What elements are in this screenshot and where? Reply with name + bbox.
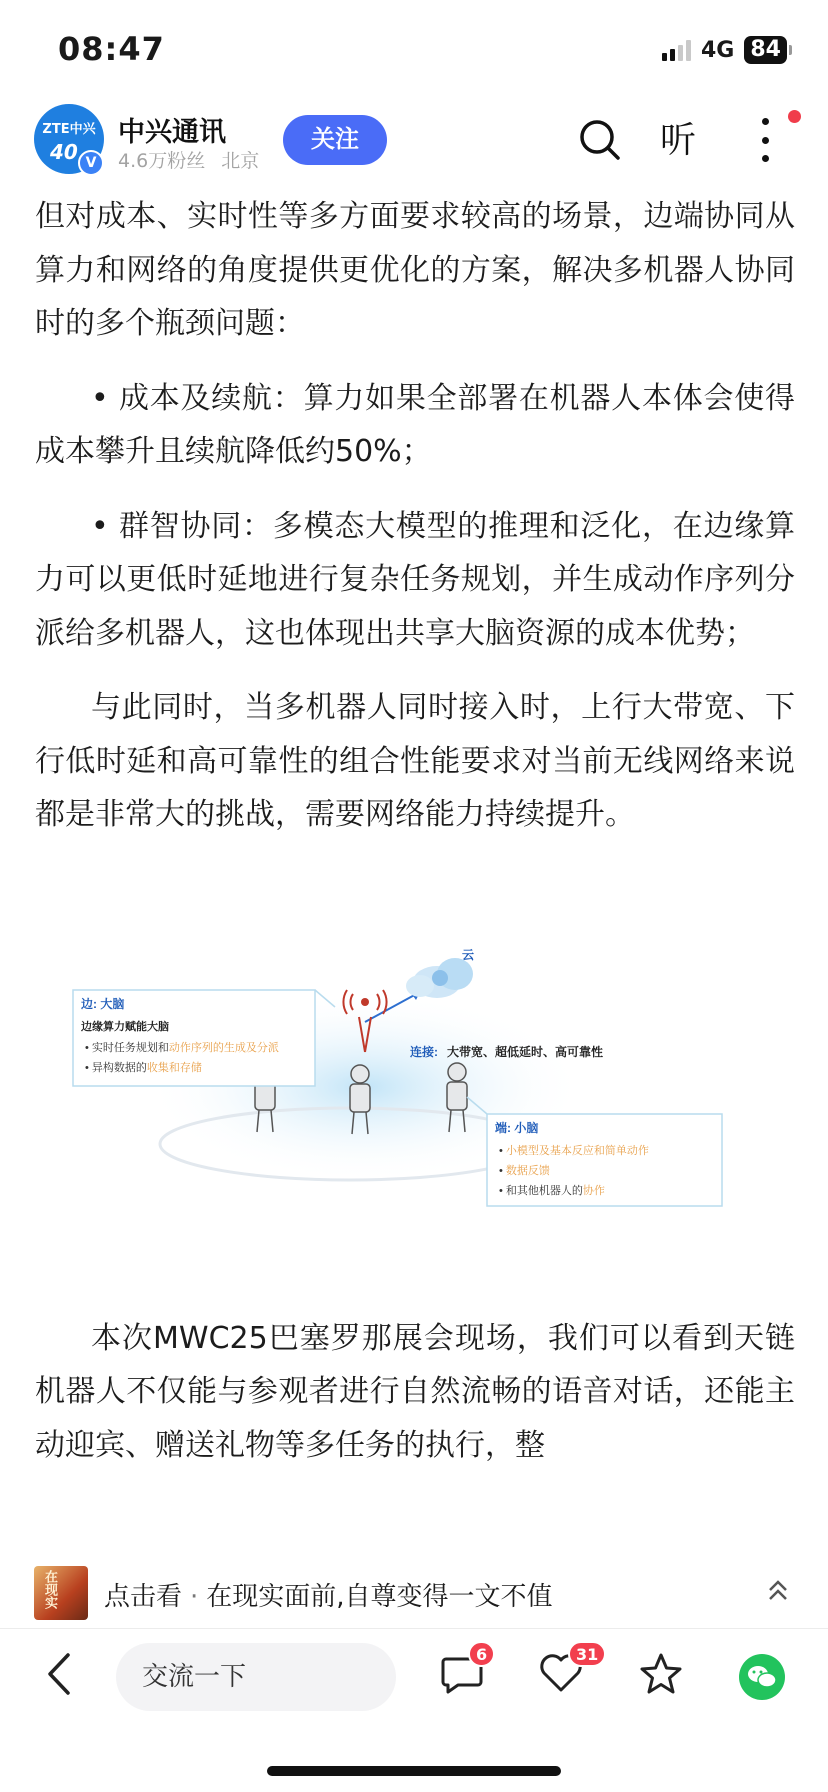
search-icon[interactable] [578, 118, 622, 162]
comment-input[interactable]: 交流一下 [116, 1643, 396, 1711]
listen-button[interactable]: 听 [660, 120, 697, 161]
thumbnail-text: 在现实 [42, 1570, 57, 1609]
more-options-icon[interactable] [755, 118, 775, 162]
recommendation-prefix: 点击看 [104, 1582, 183, 1612]
end-item-text: 和其他机器人的 [505, 1184, 583, 1197]
battery-level: 84 [744, 36, 787, 64]
article-bullet: • 群智协同：多模态大模型的推理和泛化，在边缘算力可以更低时延地进行复杂任务规划，并生成动作序列分派给多机器人，这也体现出共享大脑资源的成本优势； [35, 508, 795, 651]
svg-text:• 异构数据的收集和存储: • 异构数据的收集和存储 [85, 1061, 202, 1074]
status-time: 08:47 [58, 30, 165, 68]
link-text: 大带宽、超低延时、高可靠性 [447, 1044, 604, 1059]
home-indicator[interactable] [267, 1766, 561, 1776]
recommendation-title: 在现实面前,自尊变得一文不值 [206, 1582, 553, 1612]
author-meta [118, 146, 259, 173]
comment-button[interactable] [440, 1645, 490, 1701]
recommendation-thumbnail[interactable] [34, 1566, 88, 1620]
follow-button[interactable]: 关注 [283, 115, 387, 165]
recommendation-separator: · [190, 1582, 199, 1612]
svg-text:• 小模型及基本反应和简单动作: • 小模型及基本反应和简单动作 [499, 1144, 649, 1157]
avatar-anniversary: 40 [50, 140, 78, 164]
article-paragraph: 本次MWC25巴塞罗那展会现场，我们可以看到天链机器人不仅能与参观者进行自然流畅的语音对话，还能主动迎宾、赠送礼物等多任务的执行，整 [35, 1320, 795, 1463]
favorite-button[interactable] [638, 1651, 688, 1701]
edge-item-text: 实时任务规划和 [91, 1041, 169, 1054]
like-button[interactable] [538, 1645, 599, 1701]
cloud-label: 云 [462, 947, 475, 962]
end-item-highlight: 数据反馈 [505, 1164, 550, 1177]
svg-text:• 和其他机器人的协作: • 和其他机器人的协作 [499, 1184, 605, 1197]
follower-count: 4.6万粉丝 [118, 150, 206, 172]
expand-up-icon[interactable] [764, 1576, 792, 1606]
battery-icon [744, 36, 792, 64]
author-name[interactable]: 中兴通讯 [118, 117, 226, 148]
article-paragraph: 与此同时，当多机器人同时接入时，上行大带宽、下行低时延和高可靠性的组合性能要求对当前无线网络来说都是非常大的挑战，需要网络能力持续提升。 [35, 690, 795, 832]
article-header [0, 100, 828, 190]
article-bullet: • 成本及续航：算力如果全部署在机器人本体会使得成本攀升且续航降低约50%； [35, 380, 795, 469]
recommendation-text[interactable] [104, 1576, 553, 1613]
author-location: 北京 [221, 150, 260, 172]
link-label: 连接: [410, 1044, 438, 1059]
status-bar [0, 0, 828, 100]
svg-text:• 数据反馈: • 数据反馈 [499, 1164, 550, 1177]
comment-count-badge: 6 [468, 1641, 495, 1667]
network-type: 4G [701, 37, 735, 63]
back-icon[interactable] [42, 1649, 78, 1699]
status-indicators [662, 36, 792, 64]
bottom-toolbar [0, 1629, 828, 1729]
edge-item-highlight: 收集和存储 [146, 1061, 202, 1074]
like-count-badge: 31 [568, 1641, 606, 1667]
edge-subtitle: 边缘算力赋能大脑 [81, 1020, 169, 1033]
end-title: 端: 小脑 [495, 1120, 539, 1135]
article-paragraph: 但对成本、实时性等多方面要求较高的场景，边端协同从算力和网络的角度提供更优化的方案，解决多机器人协同时的多个瓶颈问题： [35, 199, 795, 341]
star-icon [638, 1651, 684, 1697]
recommendation-bar[interactable] [0, 1558, 828, 1628]
notification-dot [788, 110, 801, 123]
edge-item-text: 异构数据的 [91, 1061, 147, 1074]
end-item-highlight: 小模型及基本反应和简单动作 [505, 1144, 649, 1157]
article-body [35, 190, 795, 1548]
end-item-highlight: 协作 [582, 1184, 605, 1197]
edge-title: 边: 大脑 [81, 996, 125, 1011]
avatar-logo: ZTE中兴 [42, 122, 96, 137]
article-figure[interactable] [35, 882, 795, 1274]
edge-item-highlight: 动作序列的生成及分派 [168, 1041, 279, 1054]
signal-icon [662, 39, 691, 61]
svg-text:• 实时任务规划和动作序列的生成及分派: • 实时任务规划和动作序列的生成及分派 [85, 1041, 279, 1054]
cloud-icon [406, 958, 473, 998]
wechat-share-icon[interactable] [739, 1654, 785, 1700]
verified-icon: V [78, 150, 104, 176]
